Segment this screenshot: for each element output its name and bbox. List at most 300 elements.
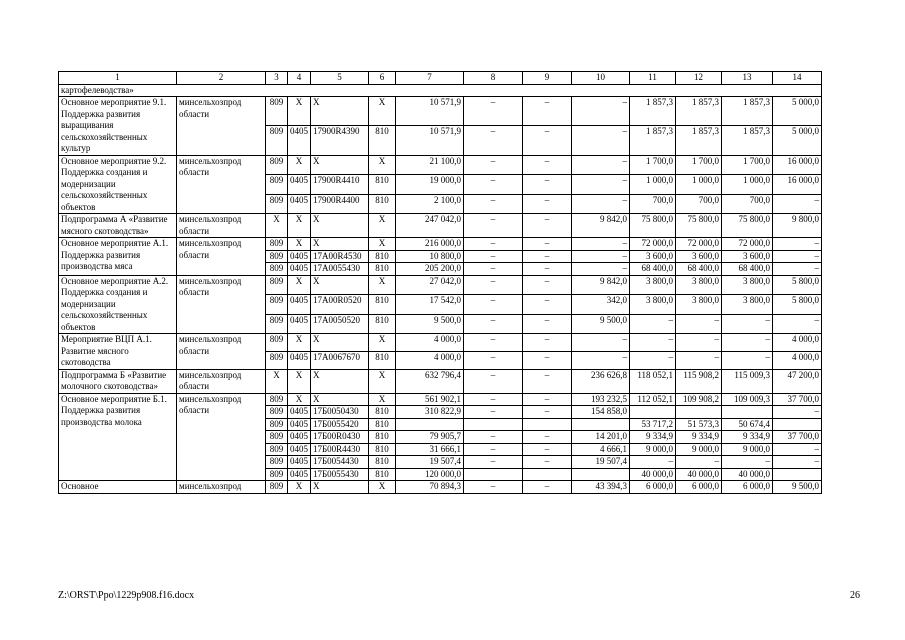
cell-col-7: 216 000,0	[396, 238, 464, 251]
cell-col-11: 1 700,0	[630, 155, 676, 175]
cell-col-4: Х	[288, 97, 311, 126]
cell-col-8: –	[464, 155, 523, 175]
cell-col-14: –	[773, 406, 822, 419]
column-number-12: 12	[676, 72, 722, 85]
cell-col-11: 68 400,0	[630, 263, 676, 276]
cell-col-3: 809	[266, 155, 288, 175]
cell-col-6: Х	[369, 97, 396, 126]
cell-col-8: –	[464, 295, 523, 315]
cell-col-8: –	[464, 250, 523, 263]
cell-col-7: 17 542,0	[396, 295, 464, 315]
cell-col-9: –	[523, 295, 572, 315]
program-name: Основное мероприятие А.2. Поддержка создания и модернизации сельскохозяйственных объектов	[59, 275, 177, 334]
program-name: Основное мероприятие 9.2. Поддержка создания и модернизации сельскохозяйственных объектов	[59, 155, 177, 214]
cell-col-5: 17900R4390	[311, 126, 369, 155]
cell-col-11: –	[630, 456, 676, 469]
executor-name: минсельхозпрод области	[177, 155, 266, 214]
cell-col-9: –	[523, 431, 572, 444]
cell-col-14: 9 800,0	[773, 214, 822, 238]
cell-col-4: 0405	[288, 351, 311, 369]
cell-col-12: –	[676, 351, 722, 369]
cell-col-11: –	[630, 334, 676, 352]
cell-col-3: 809	[266, 468, 288, 481]
cell-col-8: –	[464, 97, 523, 126]
cell-col-3: 809	[266, 97, 288, 126]
cell-col-10: 342,0	[572, 295, 630, 315]
cell-col-5: 17900R4410	[311, 175, 369, 195]
cell-col-5: 17А0050520	[311, 314, 369, 334]
cell-col-4: 0405	[288, 175, 311, 195]
cell-col-6: Х	[369, 155, 396, 175]
cell-col-3: 809	[266, 456, 288, 469]
cell-col-11: 6 000,0	[630, 481, 676, 494]
cell-col-10: –	[572, 175, 630, 195]
cell-col-9: –	[523, 263, 572, 276]
cell-col-8: –	[464, 334, 523, 352]
cell-col-7: 632 796,4	[396, 369, 464, 393]
cell-col-5: 17А00R4530	[311, 250, 369, 263]
cell-col-13	[722, 406, 773, 419]
cell-col-8: –	[464, 443, 523, 456]
cell-col-6: 810	[369, 175, 396, 195]
column-number-9: 9	[523, 72, 572, 85]
cell-col-7: 205 200,0	[396, 263, 464, 276]
cell-col-3: 809	[266, 481, 288, 494]
cell-col-12: 75 800,0	[676, 214, 722, 238]
cell-col-3: 809	[266, 250, 288, 263]
cell-col-4: 0405	[288, 295, 311, 315]
cell-col-12: 51 573,3	[676, 418, 722, 431]
cell-col-4: Х	[288, 369, 311, 393]
cell-col-9	[523, 468, 572, 481]
cell-col-9: –	[523, 481, 572, 494]
cell-col-14: 9 500,0	[773, 481, 822, 494]
table-row	[59, 214, 822, 238]
cell-col-5: 17Б0055430	[311, 468, 369, 481]
cell-col-7: 2 100,0	[396, 194, 464, 214]
cell-col-11: 112 052,1	[630, 393, 676, 406]
cell-col-12: –	[676, 314, 722, 334]
cell-col-5: 17Б0050430	[311, 406, 369, 419]
cell-col-14: –	[773, 238, 822, 251]
cell-col-3: 809	[266, 418, 288, 431]
cell-col-8: –	[464, 214, 523, 238]
cell-col-10: –	[572, 155, 630, 175]
cell-col-13: 9 334,9	[722, 431, 773, 444]
column-number-7: 7	[396, 72, 464, 85]
cell-col-12	[676, 406, 722, 419]
cell-col-8: –	[464, 369, 523, 393]
cell-col-10	[572, 418, 630, 431]
cell-col-9: –	[523, 194, 572, 214]
cell-col-5: Х	[311, 97, 369, 126]
cell-col-10: –	[572, 126, 630, 155]
cell-col-6: 810	[369, 456, 396, 469]
cell-col-11: 1 857,3	[630, 97, 676, 126]
cell-col-3: 809	[266, 431, 288, 444]
cell-col-3: Х	[266, 214, 288, 238]
cell-col-13: 1 700,0	[722, 155, 773, 175]
cell-col-3: 809	[266, 175, 288, 195]
cell-col-10: 193 232,5	[572, 393, 630, 406]
executor-name: минсельхозпрод области	[177, 369, 266, 393]
cell-col-12: 9 334,9	[676, 431, 722, 444]
cell-col-6: 810	[369, 126, 396, 155]
cell-col-9: –	[523, 334, 572, 352]
cell-col-14: –	[773, 250, 822, 263]
cell-col-9: –	[523, 369, 572, 393]
cell-col-4: 0405	[288, 456, 311, 469]
cell-col-7: 10 800,0	[396, 250, 464, 263]
cell-col-14: 5 000,0	[773, 126, 822, 155]
cell-col-9: –	[523, 175, 572, 195]
cell-col-9: –	[523, 351, 572, 369]
cell-col-13: 3 800,0	[722, 275, 773, 295]
cell-col-12: 3 800,0	[676, 295, 722, 315]
cell-col-6: Х	[369, 369, 396, 393]
cell-col-14: 4 000,0	[773, 351, 822, 369]
cell-col-14: –	[773, 456, 822, 469]
cell-col-7: 10 571,9	[396, 126, 464, 155]
cell-col-8: –	[464, 175, 523, 195]
table-row	[59, 334, 822, 352]
cell-col-9: –	[523, 238, 572, 251]
table-row	[59, 238, 822, 251]
cell-col-7: 561 902,1	[396, 393, 464, 406]
cell-col-3: 809	[266, 275, 288, 295]
cell-col-13: 109 009,3	[722, 393, 773, 406]
cell-col-14: 37 700,0	[773, 393, 822, 406]
cell-col-5: 17900R4400	[311, 194, 369, 214]
cell-col-7: 79 905,7	[396, 431, 464, 444]
cell-col-4: Х	[288, 214, 311, 238]
cell-col-14: –	[773, 314, 822, 334]
cell-col-5: Х	[311, 334, 369, 352]
column-number-3: 3	[266, 72, 288, 85]
cell-col-10: –	[572, 334, 630, 352]
cell-col-7: 10 571,9	[396, 97, 464, 126]
cell-col-9: –	[523, 155, 572, 175]
cell-col-13: 9 000,0	[722, 443, 773, 456]
cell-col-4: 0405	[288, 406, 311, 419]
cell-col-4: 0405	[288, 418, 311, 431]
executor-name: минсельхозпрод области	[177, 238, 266, 276]
cell-col-8: –	[464, 456, 523, 469]
cell-col-6: Х	[369, 238, 396, 251]
cell-col-14: 16 000,0	[773, 175, 822, 195]
cell-col-8	[464, 468, 523, 481]
table-row	[59, 275, 822, 295]
cell-col-6: 810	[369, 468, 396, 481]
cell-col-5: 17А00R0520	[311, 295, 369, 315]
cell-col-14: 37 700,0	[773, 431, 822, 444]
column-number-13: 13	[722, 72, 773, 85]
cell-col-5: Х	[311, 393, 369, 406]
cell-col-11: 118 052,1	[630, 369, 676, 393]
cell-col-13: 3 600,0	[722, 250, 773, 263]
column-number-14: 14	[773, 72, 822, 85]
cell-col-10: –	[572, 263, 630, 276]
program-table	[58, 71, 822, 494]
cell-col-13: 3 800,0	[722, 295, 773, 315]
cell-col-5: 17Б0054430	[311, 456, 369, 469]
cell-col-6: 810	[369, 263, 396, 276]
cell-col-4: 0405	[288, 263, 311, 276]
cell-col-10: –	[572, 194, 630, 214]
cell-col-10	[572, 468, 630, 481]
cell-col-4: 0405	[288, 443, 311, 456]
cell-col-6: 810	[369, 431, 396, 444]
cell-col-3: 809	[266, 406, 288, 419]
cell-col-8: –	[464, 275, 523, 295]
cell-col-8: –	[464, 481, 523, 494]
cell-col-10: 14 201,0	[572, 431, 630, 444]
cell-col-12: 1 857,3	[676, 126, 722, 155]
cell-col-10: 154 858,0	[572, 406, 630, 419]
executor-name: минсельхозпрод области	[177, 334, 266, 370]
cell-col-7: 4 000,0	[396, 334, 464, 352]
cell-col-14	[773, 468, 822, 481]
table-row	[59, 393, 822, 406]
cell-col-6: 810	[369, 314, 396, 334]
cell-col-3: 809	[266, 314, 288, 334]
program-name: Мероприятие ВЦП А.1. Развитие мясного скотоводства	[59, 334, 177, 370]
cell-col-6: 810	[369, 406, 396, 419]
cell-col-14: –	[773, 443, 822, 456]
cell-col-9: –	[523, 443, 572, 456]
cell-col-3: 809	[266, 126, 288, 155]
cell-col-5: Х	[311, 481, 369, 494]
cell-col-13: 700,0	[722, 194, 773, 214]
cell-col-13: 50 674,4	[722, 418, 773, 431]
cell-col-9: –	[523, 214, 572, 238]
cell-col-7: 31 666,1	[396, 443, 464, 456]
cell-col-11: 3 800,0	[630, 295, 676, 315]
cell-col-8: –	[464, 406, 523, 419]
program-name: Подпрограмма Б «Развитие молочного скотоводства»	[59, 369, 177, 393]
cell-col-7: 19 507,4	[396, 456, 464, 469]
executor-name: минсельхозпрод области	[177, 97, 266, 156]
cell-col-10: 4 666,1	[572, 443, 630, 456]
cell-col-8: –	[464, 263, 523, 276]
cell-col-14: 4 000,0	[773, 334, 822, 352]
cell-col-10: –	[572, 250, 630, 263]
program-name: Основное мероприятие Б.1. Поддержка развития производства молока	[59, 393, 177, 481]
cell-col-3: 809	[266, 334, 288, 352]
cell-col-11: 53 717,2	[630, 418, 676, 431]
cell-col-14: 5 000,0	[773, 97, 822, 126]
column-number-8: 8	[464, 72, 523, 85]
cell-col-14: –	[773, 194, 822, 214]
cell-col-5: Х	[311, 155, 369, 175]
cell-col-12: 109 908,2	[676, 393, 722, 406]
cell-col-3: 809	[266, 238, 288, 251]
cell-col-4: Х	[288, 334, 311, 352]
cell-col-12: 700,0	[676, 194, 722, 214]
cell-col-8: –	[464, 314, 523, 334]
cell-col-9: –	[523, 406, 572, 419]
cell-col-10: 236 626,8	[572, 369, 630, 393]
cell-col-11: 9 000,0	[630, 443, 676, 456]
cell-col-4: 0405	[288, 250, 311, 263]
cell-col-9: –	[523, 250, 572, 263]
cell-col-6: Х	[369, 214, 396, 238]
cell-col-6: Х	[369, 481, 396, 494]
cell-col-5: Х	[311, 369, 369, 393]
cell-col-7: 21 100,0	[396, 155, 464, 175]
cell-col-11: 9 334,9	[630, 431, 676, 444]
cell-col-8: –	[464, 431, 523, 444]
cell-col-6: Х	[369, 275, 396, 295]
program-name: Основное	[59, 481, 177, 494]
table-row	[59, 369, 822, 393]
program-name: Основное мероприятие А.1. Поддержка развития производства мяса	[59, 238, 177, 276]
cell-col-12: 115 908,2	[676, 369, 722, 393]
cell-col-8: –	[464, 351, 523, 369]
program-name: Подпрограмма А «Развитие мясного скотоводства»	[59, 214, 177, 238]
cell-col-3: 809	[266, 295, 288, 315]
cell-col-13: 68 400,0	[722, 263, 773, 276]
cell-col-14	[773, 418, 822, 431]
column-number-2: 2	[177, 72, 266, 85]
cell-col-6: 810	[369, 194, 396, 214]
cell-col-7: 120 000,0	[396, 468, 464, 481]
cell-col-5: 17А0055430	[311, 263, 369, 276]
cell-col-6: Х	[369, 334, 396, 352]
table-row	[59, 155, 822, 175]
cell-col-11: 72 000,0	[630, 238, 676, 251]
executor-name: минсельхозпрод	[177, 481, 266, 494]
cell-col-6: 810	[369, 418, 396, 431]
cell-col-12: 3 600,0	[676, 250, 722, 263]
cell-col-10: 19 507,4	[572, 456, 630, 469]
cell-col-13: –	[722, 456, 773, 469]
cell-col-5: Х	[311, 238, 369, 251]
cell-col-13: 40 000,0	[722, 468, 773, 481]
cell-col-3: 809	[266, 393, 288, 406]
cell-col-6: 810	[369, 250, 396, 263]
cell-col-12: 72 000,0	[676, 238, 722, 251]
cell-col-10: –	[572, 238, 630, 251]
cell-col-13: 6 000,0	[722, 481, 773, 494]
cell-col-6: 810	[369, 295, 396, 315]
cell-col-3: 809	[266, 194, 288, 214]
executor-name: минсельхозпрод области	[177, 214, 266, 238]
cell-col-8: –	[464, 126, 523, 155]
column-number-4: 4	[288, 72, 311, 85]
cell-col-11: –	[630, 351, 676, 369]
cell-col-11: 1 857,3	[630, 126, 676, 155]
cell-col-11: 75 800,0	[630, 214, 676, 238]
cell-col-7: 9 500,0	[396, 314, 464, 334]
cell-col-3: 809	[266, 351, 288, 369]
cell-col-4: Х	[288, 481, 311, 494]
cell-col-14: 5 800,0	[773, 275, 822, 295]
cell-col-6: 810	[369, 351, 396, 369]
cell-col-11: 700,0	[630, 194, 676, 214]
table-row	[59, 97, 822, 126]
cell-col-9: –	[523, 275, 572, 295]
cell-col-7: 27 042,0	[396, 275, 464, 295]
cell-col-12: –	[676, 334, 722, 352]
cell-col-5: 17Б00R4430	[311, 443, 369, 456]
cell-col-4: Х	[288, 393, 311, 406]
cell-col-4: 0405	[288, 314, 311, 334]
cell-col-13: –	[722, 334, 773, 352]
table-row	[59, 481, 822, 494]
cell-col-7: 310 822,9	[396, 406, 464, 419]
cell-col-10: 9 842,0	[572, 275, 630, 295]
cell-col-9: –	[523, 126, 572, 155]
cell-col-9	[523, 418, 572, 431]
cell-col-5: Х	[311, 275, 369, 295]
cell-col-4: Х	[288, 238, 311, 251]
table-row	[59, 84, 822, 97]
cell-col-4: Х	[288, 275, 311, 295]
cell-col-11: 40 000,0	[630, 468, 676, 481]
cell-col-4: 0405	[288, 126, 311, 155]
column-number-10: 10	[572, 72, 630, 85]
cell-col-3: Х	[266, 369, 288, 393]
cell-col-8: –	[464, 238, 523, 251]
cell-col-13: 72 000,0	[722, 238, 773, 251]
cell-col-13: 1 000,0	[722, 175, 773, 195]
cell-col-3: 809	[266, 443, 288, 456]
cell-col-13: 115 009,3	[722, 369, 773, 393]
cell-col-13: 75 800,0	[722, 214, 773, 238]
cell-col-13: 1 857,3	[722, 97, 773, 126]
cell-col-12: 40 000,0	[676, 468, 722, 481]
cell-col-13: –	[722, 314, 773, 334]
cell-col-12: 6 000,0	[676, 481, 722, 494]
cell-col-4: Х	[288, 155, 311, 175]
cell-col-5: 17Б00R0430	[311, 431, 369, 444]
cell-col-11: 1 000,0	[630, 175, 676, 195]
cell-col-11: 3 800,0	[630, 275, 676, 295]
cell-col-8: –	[464, 393, 523, 406]
header-row	[59, 72, 822, 85]
footer-file-path: Z:\ORST\Ppo\1229p908.f16.docx	[58, 590, 195, 601]
cell-col-5: Х	[311, 214, 369, 238]
program-name: Основное мероприятие 9.1. Поддержка развития выращивания сельскохозяйственных культур	[59, 97, 177, 156]
cell-col-11	[630, 406, 676, 419]
cell-col-12: 1 700,0	[676, 155, 722, 175]
cell-col-14: 47 200,0	[773, 369, 822, 393]
cell-col-10: –	[572, 351, 630, 369]
cell-col-12: –	[676, 456, 722, 469]
cell-col-9: –	[523, 314, 572, 334]
cell-col-12: 9 000,0	[676, 443, 722, 456]
cell-col-6: 810	[369, 443, 396, 456]
column-number-5: 5	[311, 72, 369, 85]
cell-col-12: 1 000,0	[676, 175, 722, 195]
column-number-1: 1	[59, 72, 177, 85]
cell-col-7: 70 894,3	[396, 481, 464, 494]
cell-col-9: –	[523, 97, 572, 126]
cell-col-11: 3 600,0	[630, 250, 676, 263]
cell-col-12: 3 800,0	[676, 275, 722, 295]
cell-col-10: 43 394,3	[572, 481, 630, 494]
executor-name: минсельхозпрод области	[177, 393, 266, 481]
cell-col-9: –	[523, 393, 572, 406]
cell-col-13: –	[722, 351, 773, 369]
cell-col-7: 4 000,0	[396, 351, 464, 369]
cell-col-9: –	[523, 456, 572, 469]
executor-name: минсельхозпрод области	[177, 275, 266, 334]
cell-col-12: 1 857,3	[676, 97, 722, 126]
footer-page-number: 26	[850, 590, 860, 601]
cell-col-4: 0405	[288, 431, 311, 444]
